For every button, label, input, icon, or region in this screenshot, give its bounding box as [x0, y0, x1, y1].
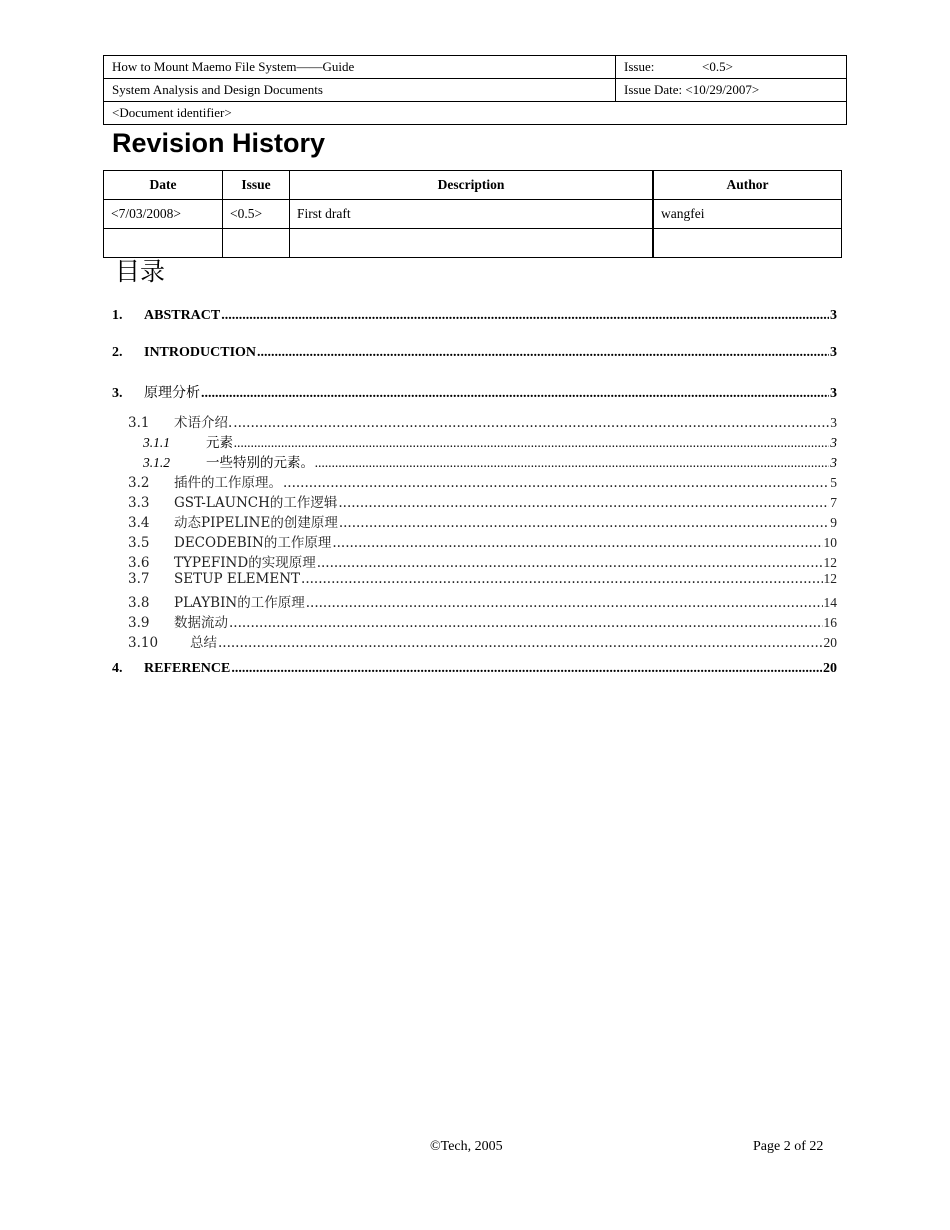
toc-number: 3.2 [128, 475, 150, 491]
toc-number: 3.6 [128, 555, 150, 571]
toc-leader [233, 415, 829, 431]
toc-text: 总结 [190, 635, 217, 651]
toc-leader [231, 661, 822, 677]
toc-number: 3.4 [128, 515, 150, 531]
toc-text: SETUP ELEMENT [174, 571, 301, 587]
toc-entry-gst-launch[interactable] [128, 491, 837, 511]
toc-leader [234, 435, 829, 451]
toc-text: 数据流动 [174, 615, 228, 631]
toc-entry-data-flow[interactable] [128, 611, 837, 631]
cell-date: <7/03/2008> [104, 200, 223, 229]
toc-entry-plugin-principle[interactable] [128, 471, 837, 491]
toc-leader [338, 495, 829, 511]
toc-number: 1. [112, 308, 123, 323]
toc-entry-typefind[interactable] [128, 551, 837, 571]
toc-number: 3. [112, 386, 123, 401]
cell-author [653, 229, 842, 258]
toc-entry-abstract[interactable] [112, 308, 837, 324]
cell-author: wangfei [653, 200, 842, 229]
issue-value: <0.5> [702, 59, 733, 74]
toc-page: 3 [830, 435, 837, 450]
issue-date-label: Issue Date: [624, 82, 683, 97]
issue-cell [616, 56, 847, 79]
toc-leader [229, 615, 823, 631]
col-date: Date [104, 171, 223, 200]
toc-leader [283, 475, 829, 491]
toc-entry-introduction[interactable] [112, 345, 837, 361]
toc-entry-playbin[interactable] [128, 591, 837, 611]
footer-copyright: ©Tech, 2005 [430, 1139, 503, 1154]
toc-text: 原理分析 [144, 385, 200, 401]
toc-entry-elements[interactable] [143, 431, 837, 451]
toc-page: 3 [830, 415, 837, 430]
toc-text: 插件的工作原理。 [174, 475, 282, 491]
toc-page: 16 [823, 615, 837, 630]
toc-entry-setup-element[interactable] [128, 571, 837, 587]
toc-page: 3 [830, 386, 837, 401]
toc-leader [317, 555, 823, 571]
toc-number: 3.10 [128, 635, 159, 651]
issue-date-cell [616, 79, 847, 102]
cell-description: First draft [290, 200, 654, 229]
toc-page: 20 [823, 635, 837, 650]
toc-title: 目录 [115, 257, 166, 286]
toc-entry-reference[interactable] [112, 661, 837, 677]
toc-text: PLAYBIN的工作原理 [174, 595, 305, 611]
col-description: Description [290, 171, 654, 200]
footer-page-number: Page 2 of 22 [753, 1139, 824, 1154]
toc-text: INTRODUCTION [144, 345, 257, 360]
toc-text: 元素 [206, 435, 233, 451]
cell-issue [223, 229, 290, 258]
cell-issue: <0.5> [223, 200, 290, 229]
toc-number: 4. [112, 661, 123, 676]
toc-text: 术语介绍. [174, 415, 233, 431]
toc-text: 一些特别的元素。 [206, 455, 314, 471]
table-row [104, 200, 842, 229]
toc-page: 20 [823, 661, 837, 676]
toc-entry-special-elements[interactable] [143, 451, 837, 471]
toc-leader [315, 455, 829, 471]
table-row [104, 229, 842, 258]
revision-header-row [104, 171, 842, 200]
toc-text: GST-LAUNCH的工作逻辑 [174, 495, 338, 511]
toc-entry-terms[interactable] [128, 411, 837, 431]
doc-category: System Analysis and Design Documents [104, 79, 616, 102]
toc-entry-dynamic-pipeline[interactable] [128, 511, 837, 531]
toc-page: 9 [830, 515, 837, 530]
toc-page: 3 [830, 345, 837, 360]
toc-text: DECODEBIN的工作原理 [174, 535, 332, 551]
toc-page: 7 [830, 495, 837, 510]
doc-title: How to Mount Maemo File System——Guide [104, 56, 616, 79]
toc-leader [201, 386, 829, 402]
toc-page: 12 [823, 555, 837, 570]
issue-date-value: <10/29/2007> [685, 82, 760, 97]
toc-number: 3.9 [128, 615, 150, 631]
toc-entry-decodebin[interactable] [128, 531, 837, 551]
issue-label: Issue: [624, 59, 655, 74]
document-header-table [103, 55, 847, 125]
toc-page: 14 [823, 595, 837, 610]
toc-entry-principle-analysis[interactable] [112, 382, 837, 402]
toc-text: TYPEFIND的实现原理 [174, 555, 316, 571]
toc-number: 3.1 [128, 415, 150, 431]
toc-number: 3.1.1 [143, 435, 170, 450]
revision-history-table [103, 170, 842, 258]
col-author: Author [653, 171, 842, 200]
toc-text: ABSTRACT [144, 308, 221, 323]
revision-history-title: Revision History [112, 128, 326, 158]
toc-leader [301, 571, 822, 587]
toc-leader [339, 515, 829, 531]
toc-leader [306, 595, 823, 611]
toc-page: 12 [823, 571, 837, 586]
toc-leader [257, 345, 829, 361]
doc-identifier: <Document identifier> [104, 102, 847, 125]
toc-number: 3.5 [128, 535, 150, 551]
toc-page: 5 [830, 475, 837, 490]
toc-leader [218, 635, 823, 651]
toc-entry-summary[interactable] [128, 631, 837, 651]
toc-number: 3.3 [128, 495, 150, 511]
toc-number: 3.1.2 [143, 455, 170, 470]
cell-description [290, 229, 654, 258]
toc-page: 10 [823, 535, 837, 550]
toc-text: REFERENCE [144, 661, 231, 676]
toc-text: 动态PIPELINE的创建原理 [174, 515, 338, 531]
toc-leader [332, 535, 822, 551]
toc-number: 3.7 [128, 571, 150, 587]
toc-leader [221, 308, 829, 324]
toc-page: 3 [830, 455, 837, 470]
toc-number: 2. [112, 345, 123, 360]
toc-number: 3.8 [128, 595, 150, 611]
col-issue: Issue [223, 171, 290, 200]
toc-page: 3 [830, 308, 837, 323]
